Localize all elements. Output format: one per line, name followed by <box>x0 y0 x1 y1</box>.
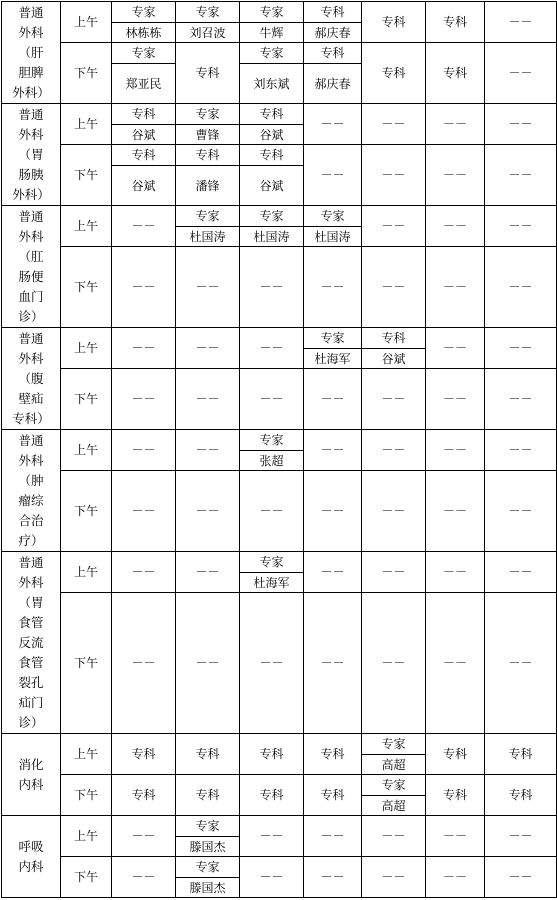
schedule-cell: －－ <box>112 471 176 552</box>
schedule-cell: －－ <box>112 369 176 430</box>
schedule-cell: －－ <box>362 206 426 247</box>
schedule-cell: －－ <box>240 816 304 857</box>
schedule-cell: －－ <box>176 471 240 552</box>
department-name-line: 外科 <box>18 574 44 590</box>
schedule-cell: －－ <box>176 430 240 471</box>
schedule-cell: －－ <box>426 430 485 471</box>
department-name-line: （腹 <box>18 370 44 386</box>
schedule-cell: －－ <box>362 104 426 145</box>
schedule-cell <box>240 2 304 43</box>
schedule-cell <box>112 104 176 145</box>
doctor-name: 郝庆春 <box>314 26 351 40</box>
schedule-cell: 专科 <box>304 775 362 816</box>
schedule-cell: 专科 <box>426 2 485 43</box>
schedule-cell: －－ <box>426 104 485 145</box>
schedule-cell <box>304 43 362 104</box>
period-cell: 下午 <box>61 247 112 328</box>
schedule-cell: －－ <box>362 430 426 471</box>
department-name-line: （肿 <box>18 472 44 488</box>
department-name-line: （胃 <box>18 594 44 610</box>
schedule-cell: －－ <box>176 552 240 593</box>
doctor-name: 郝庆春 <box>314 76 351 91</box>
doctor-name: 谷斌 <box>259 128 284 142</box>
department-name-line: （肛 <box>18 248 44 264</box>
period-cell: 下午 <box>61 471 112 552</box>
schedule-cell: －－ <box>304 471 362 552</box>
schedule-cell <box>176 104 240 145</box>
schedule-cell: －－ <box>112 430 176 471</box>
schedule-cell <box>240 145 304 206</box>
doctor-name: 牛辉 <box>259 26 284 40</box>
schedule-body <box>2 2 557 898</box>
table-row <box>2 430 557 471</box>
table-row <box>2 104 557 145</box>
schedule-cell <box>362 734 426 775</box>
department-name-line: 血门 <box>18 288 44 304</box>
schedule-cell: 专科 <box>426 43 485 104</box>
schedule-cell <box>304 2 362 43</box>
schedule-cell: －－ <box>485 247 557 328</box>
schedule-cell: －－ <box>304 145 362 206</box>
schedule-cell: －－ <box>176 328 240 369</box>
schedule-cell: －－ <box>426 206 485 247</box>
schedule-cell: －－ <box>304 552 362 593</box>
schedule-cell: －－ <box>426 145 485 206</box>
schedule-cell <box>176 206 240 247</box>
doctor-name: 杜国涛 <box>314 230 351 244</box>
schedule-cell <box>304 328 362 369</box>
department-cell <box>2 816 61 898</box>
period-cell: 上午 <box>61 430 112 471</box>
schedule-cell: －－ <box>362 471 426 552</box>
schedule-cell: －－ <box>485 552 557 593</box>
schedule-cell: 专科 <box>240 775 304 816</box>
schedule-cell: 专科 <box>485 734 557 775</box>
table-row <box>2 471 557 552</box>
schedule-cell: －－ <box>112 593 176 734</box>
schedule-cell <box>304 206 362 247</box>
schedule-cell: －－ <box>112 328 176 369</box>
department-name-line: 外科 <box>18 228 44 244</box>
doctor-name: 潘锋 <box>195 178 220 193</box>
department-cell <box>2 430 61 552</box>
schedule-cell: 专科 <box>176 775 240 816</box>
schedule-cell <box>176 857 240 898</box>
department-cell <box>2 2 61 104</box>
doctor-level: 专家 <box>176 2 239 23</box>
doctor-level: 专科 <box>304 2 361 23</box>
table-row <box>2 247 557 328</box>
department-name-line: （肝 <box>18 44 44 60</box>
doctor-name: 谷斌 <box>131 128 156 142</box>
schedule-cell: －－ <box>426 369 485 430</box>
schedule-cell: 专科 <box>426 734 485 775</box>
schedule-cell: 专科 <box>362 2 426 43</box>
department-name-line: 外科 <box>18 24 44 40</box>
department-name-line: 外科） <box>12 84 50 100</box>
schedule-cell <box>362 328 426 369</box>
department-name-line: 内科 <box>18 858 44 874</box>
department-name-line: 内科 <box>18 776 44 792</box>
doctor-name: 高超 <box>381 758 406 772</box>
doctor-name: 刘召波 <box>189 26 226 40</box>
table-row <box>2 816 557 857</box>
period-cell: 上午 <box>61 206 112 247</box>
schedule-cell: －－ <box>240 593 304 734</box>
schedule-cell: －－ <box>112 857 176 898</box>
doctor-name: 滕国杰 <box>189 840 226 854</box>
department-name-line: （胃 <box>18 146 44 162</box>
schedule-cell: 专科 <box>240 734 304 775</box>
doctor-level: 专科 <box>362 328 425 349</box>
department-name-line: 合治 <box>18 512 44 528</box>
schedule-cell: －－ <box>304 104 362 145</box>
doctor-level: 专科 <box>112 145 175 166</box>
schedule-cell: －－ <box>362 552 426 593</box>
schedule-cell: －－ <box>426 328 485 369</box>
schedule-cell: －－ <box>362 857 426 898</box>
doctor-name: 林栋栋 <box>125 26 162 40</box>
schedule-cell <box>240 104 304 145</box>
schedule-cell: －－ <box>112 206 176 247</box>
doctor-name: 刘东斌 <box>253 76 290 91</box>
period-cell: 下午 <box>61 593 112 734</box>
schedule-cell: －－ <box>485 593 557 734</box>
schedule-cell <box>112 43 176 104</box>
department-name-line: 普通 <box>18 330 44 346</box>
schedule-cell: 专科 <box>176 43 240 104</box>
schedule-table <box>1 1 557 898</box>
schedule-cell: －－ <box>485 206 557 247</box>
schedule-cell: －－ <box>426 857 485 898</box>
schedule-cell: －－ <box>112 247 176 328</box>
doctor-level: 专科 <box>240 104 303 125</box>
schedule-cell: －－ <box>362 145 426 206</box>
doctor-name: 高超 <box>381 799 406 813</box>
table-row <box>2 734 557 775</box>
schedule-cell <box>240 552 304 593</box>
period-cell: 下午 <box>61 43 112 104</box>
schedule-cell: －－ <box>426 593 485 734</box>
department-name-line: 外科） <box>12 186 50 202</box>
department-name-line: 外科 <box>18 452 44 468</box>
department-name-line: 普通 <box>18 4 44 20</box>
period-cell: 上午 <box>61 2 112 43</box>
schedule-cell: －－ <box>176 593 240 734</box>
department-name-line: 反流 <box>18 634 44 650</box>
table-row <box>2 145 557 206</box>
schedule-cell: 专科 <box>426 775 485 816</box>
department-name-line: 壁疝 <box>18 390 44 406</box>
department-name-line: 呼吸 <box>18 838 44 854</box>
schedule-cell: －－ <box>426 552 485 593</box>
department-cell <box>2 206 61 328</box>
doctor-level: 专科 <box>304 43 361 64</box>
table-row <box>2 775 557 816</box>
department-name-line: 诊） <box>18 714 44 730</box>
doctor-name: 曹锋 <box>195 128 220 142</box>
doctor-level: 专家 <box>176 104 239 125</box>
doctor-level: 专家 <box>362 734 425 755</box>
schedule-cell: －－ <box>240 369 304 430</box>
schedule-cell <box>176 2 240 43</box>
period-cell: 上午 <box>61 328 112 369</box>
schedule-cell <box>112 145 176 206</box>
schedule-cell <box>112 2 176 43</box>
schedule-cell: －－ <box>485 857 557 898</box>
schedule-cell: －－ <box>485 328 557 369</box>
department-name-line: 胆脾 <box>18 64 44 80</box>
doctor-level: 专家 <box>176 857 239 878</box>
schedule-cell: 专科 <box>112 734 176 775</box>
period-cell: 上午 <box>61 734 112 775</box>
schedule-cell: －－ <box>240 247 304 328</box>
schedule-cell: －－ <box>240 857 304 898</box>
schedule-cell: －－ <box>304 430 362 471</box>
doctor-level: 专家 <box>304 328 361 349</box>
doctor-name: 谷斌 <box>259 178 284 193</box>
schedule-cell: －－ <box>240 328 304 369</box>
period-cell: 下午 <box>61 145 112 206</box>
department-name-line: 食管 <box>18 654 44 670</box>
doctor-name: 张超 <box>259 454 284 468</box>
doctor-name: 谷斌 <box>131 178 156 193</box>
schedule-cell: 专科 <box>304 734 362 775</box>
doctor-level: 专家 <box>112 2 175 23</box>
schedule-cell: －－ <box>426 247 485 328</box>
schedule-cell: 专科 <box>176 734 240 775</box>
schedule-cell: －－ <box>485 145 557 206</box>
period-cell: 下午 <box>61 775 112 816</box>
department-name-line: 疝门 <box>18 694 44 710</box>
department-cell <box>2 104 61 206</box>
schedule-cell: －－ <box>362 816 426 857</box>
department-name-line: 外科 <box>18 126 44 142</box>
schedule-cell: －－ <box>426 471 485 552</box>
schedule-cell: 专科 <box>485 775 557 816</box>
doctor-name: 杜海军 <box>314 352 351 366</box>
doctor-level: 专家 <box>240 2 303 23</box>
schedule-cell: －－ <box>362 593 426 734</box>
doctor-name: 郑亚民 <box>125 76 162 91</box>
schedule-cell: 专科 <box>362 43 426 104</box>
doctor-level: 专科 <box>176 145 239 166</box>
schedule-cell: －－ <box>112 552 176 593</box>
table-row <box>2 369 557 430</box>
schedule-cell <box>176 145 240 206</box>
period-cell: 下午 <box>61 857 112 898</box>
department-name-line: 普通 <box>18 208 44 224</box>
schedule-cell: －－ <box>176 369 240 430</box>
period-cell: 上午 <box>61 816 112 857</box>
schedule-cell: －－ <box>240 471 304 552</box>
doctor-level: 专家 <box>240 206 303 227</box>
table-row <box>2 328 557 369</box>
department-name-line: 外科 <box>18 350 44 366</box>
schedule-cell: －－ <box>304 593 362 734</box>
schedule-cell: －－ <box>112 816 176 857</box>
department-name-line: 普通 <box>18 432 44 448</box>
department-name-line: 专科） <box>12 410 50 426</box>
doctor-name: 杜国涛 <box>253 230 290 244</box>
schedule-cell: －－ <box>304 369 362 430</box>
schedule-cell <box>240 206 304 247</box>
schedule-cell: －－ <box>176 247 240 328</box>
schedule-cell <box>240 430 304 471</box>
schedule-cell: －－ <box>362 369 426 430</box>
doctor-level: 专科 <box>240 145 303 166</box>
department-name-line: 食管 <box>18 614 44 630</box>
table-row <box>2 2 557 43</box>
department-cell <box>2 328 61 430</box>
schedule-cell: －－ <box>304 247 362 328</box>
period-cell: 上午 <box>61 104 112 145</box>
doctor-name: 杜国涛 <box>189 230 226 244</box>
doctor-level: 专家 <box>304 206 361 227</box>
schedule-cell: －－ <box>485 104 557 145</box>
schedule-cell: 专科 <box>112 775 176 816</box>
schedule-cell: －－ <box>485 471 557 552</box>
period-cell: 上午 <box>61 552 112 593</box>
doctor-level: 专家 <box>362 775 425 796</box>
schedule-cell: －－ <box>485 43 557 104</box>
department-name-line: 裂孔 <box>18 674 44 690</box>
schedule-cell: －－ <box>304 857 362 898</box>
department-name-line: 肠便 <box>18 268 44 284</box>
schedule-cell: －－ <box>362 247 426 328</box>
table-row <box>2 43 557 104</box>
department-name-line: 诊） <box>18 308 44 324</box>
doctor-name: 谷斌 <box>381 352 406 366</box>
table-row <box>2 593 557 734</box>
department-name-line: 普通 <box>18 554 44 570</box>
table-row <box>2 206 557 247</box>
doctor-level: 专家 <box>176 206 239 227</box>
doctor-level: 专家 <box>176 816 239 837</box>
department-name-line: 瘤综 <box>18 492 44 508</box>
department-name-line: 消化 <box>18 756 44 772</box>
doctor-level: 专家 <box>240 43 303 64</box>
doctor-name: 杜海军 <box>253 576 290 590</box>
table-row <box>2 552 557 593</box>
department-name-line: 肠胰 <box>18 166 44 182</box>
doctor-name: 滕国杰 <box>189 881 226 895</box>
schedule-cell: －－ <box>304 816 362 857</box>
department-name-line: 疗） <box>18 532 44 548</box>
doctor-level: 专家 <box>112 43 175 64</box>
schedule-cell: －－ <box>485 430 557 471</box>
department-cell <box>2 552 61 734</box>
doctor-level: 专科 <box>112 104 175 125</box>
schedule-cell: －－ <box>426 816 485 857</box>
doctor-level: 专家 <box>240 552 303 573</box>
schedule-cell <box>362 775 426 816</box>
department-cell <box>2 734 61 816</box>
schedule-cell <box>176 816 240 857</box>
schedule-cell: －－ <box>485 2 557 43</box>
table-row <box>2 857 557 898</box>
period-cell: 下午 <box>61 369 112 430</box>
schedule-cell <box>240 43 304 104</box>
schedule-cell: －－ <box>485 369 557 430</box>
schedule-cell: －－ <box>485 816 557 857</box>
department-name-line: 普通 <box>18 106 44 122</box>
doctor-level: 专家 <box>240 430 303 451</box>
